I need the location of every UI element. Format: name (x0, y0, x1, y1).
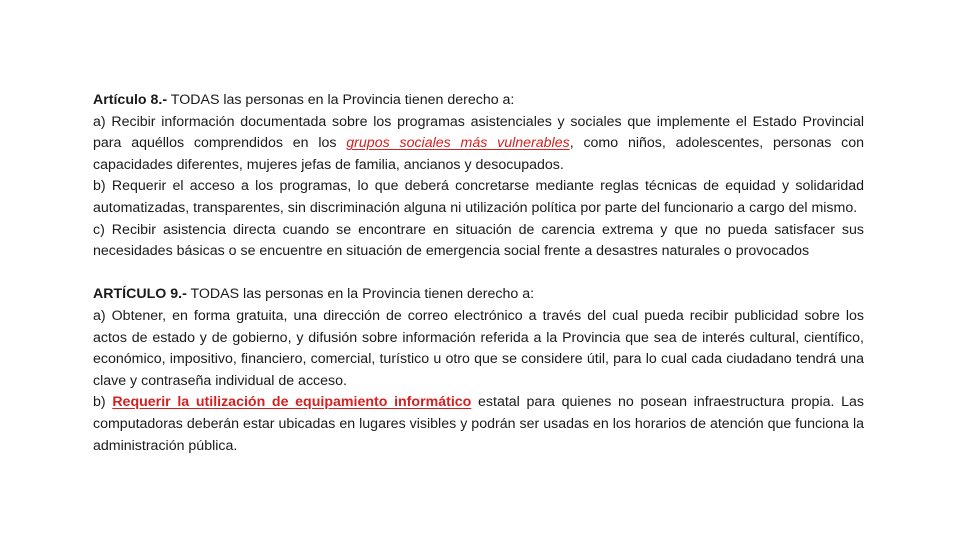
article-8-item-a (93, 112, 864, 177)
article-8-heading: Artículo 8.- (93, 92, 168, 108)
article-9-item-b-post: estatal para quienes no posean infraestructura propia. Las computadoras deberán estar ubicadas en lugares visibles y podrán ser usadas en los horarios de atención que funciona la administración pública. (93, 394, 864, 454)
article-8-highlight-vulnerable-groups: grupos sociales más vulnerables (346, 135, 570, 152)
article-8-item-b: b) Requerir el acceso a los programas, lo que deberá concretarse mediante reglas técnicas de equidad y solidaridad automatizadas, transparentes, sin discriminación alguna ni utilización política por parte del funcionario a cargo del mismo. (93, 178, 864, 216)
article-8-item-a-pre: a) Recibir información documentada sobre los programas asistenciales y sociales que implemente el Estado Provincial para aquéllos comprendidos en los (93, 113, 864, 152)
article-9-intro (93, 284, 864, 306)
article-8-item-c: c) Recibir asistencia directa cuando se encontrare en situación de carencia extrema y que no pueda satisfacer sus necesidades básicas o se encuentre en situación de emergencia social frente a desastres naturales o provocados (93, 221, 864, 260)
article-9 (93, 284, 864, 457)
article-8-item-a-post: , como niños, adolescentes, personas con capacidades diferentes, mujeres jefas de familia, ancianos y desocupados. (93, 135, 864, 173)
document-body (93, 90, 864, 457)
article-9-highlight-equipment: Requerir la utilización de equipamiento informático (112, 394, 472, 411)
article-9-heading: ARTÍCULO 9.- (93, 286, 187, 303)
article-9-intro-text: TODAS las personas en la Provincia tienen derecho a: (186, 286, 535, 303)
article-8 (93, 90, 864, 263)
article-8-intro-text: TODAS las personas en la Provincia tienen derecho a: (167, 92, 515, 108)
article-9-item-b-prefix: b) (93, 394, 113, 411)
article-9-item-a: a) Obtener, en forma gratuita, una dirección de correo electrónico a través del cual pueda recibir publicidad sobre los actos de estado y de gobierno, y difusión sobre información referida a la Provincia que sea de interés cultural, científico, económico, impositivo, financiero, comercial, turístico u otro que se considere útil, para lo cual cada ciudadano tendrá una clave y contraseña individual de acceso. (93, 307, 864, 389)
article-9-item-b (93, 392, 864, 457)
article-8-intro (93, 90, 864, 112)
